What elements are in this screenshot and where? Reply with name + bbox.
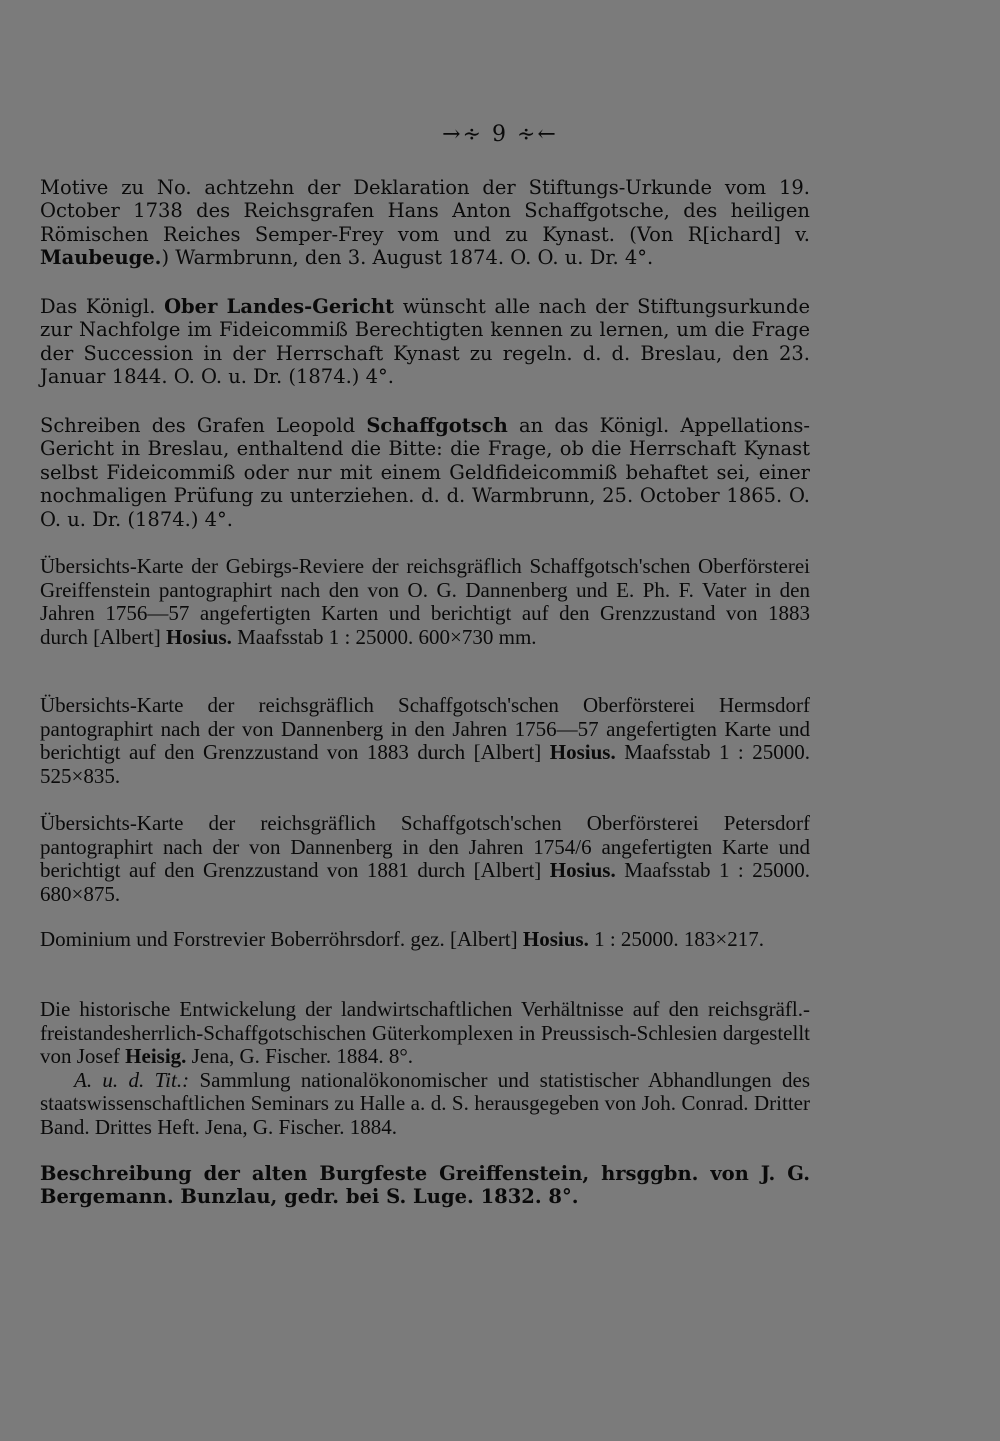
entry-text: Die historische Entwickelung der landwirtschaftlichen Verhältnisse auf den reichsgräfl.-freistandesherrlich-Schaffgotschischen Güterkomplexen in Preussisch-Schlesien dargestellt von Josef [40, 997, 810, 1069]
bibliography-entry [40, 295, 810, 389]
entry-name: Hosius. [522, 927, 589, 951]
entry-text: Schreiben des Grafen Leopold [40, 414, 367, 437]
entry-text: Bunzlau, gedr. bei S. Luge. 1832. 8°. [173, 1185, 579, 1209]
bibliography-entry [40, 555, 810, 649]
entry-text: Das Königl. [40, 295, 165, 318]
entry-name: Hosius. [549, 858, 616, 883]
entry-name: Schaffgotsch [366, 414, 508, 437]
page-number-header: →∻ 9 ∻← [442, 122, 558, 147]
subnote-label: A. u. d. Tit.: [74, 1067, 190, 1092]
entry-text: Maafsstab 1 : 25000. 600×730 mm. [231, 624, 537, 649]
entry-text: Jena, G. Fischer. 1884. 8°. [186, 1044, 413, 1069]
entry-text: ) Warmbrunn, den 3. August 1874. O. O. u. Dr. 4°. [161, 246, 654, 270]
entry-text: Übersichts-Karte der Gebirgs-Reviere der reichsgräflich Schaffgotsch'schen Oberförsterei Greiffenstein pantographirt nach den von O. G. Dannenberg und E. Ph. F. Vater in den Jahren 1756—57 angefertigten Karten und berichtigt auf den Grenzzustand von 1883 durch [Albert] [40, 554, 810, 649]
entry-text: an das Königl. Appellations-Gericht in Breslau, enthaltend die Bitte: die Frage, ob die Herrschaft Kynast selbst Fideicommiß oder nur mit einem Geldfideicommiß behaftet sei, einer nochmaligen Prüfung zu unterziehen. d. d. Warmbrunn, 25. October 1865. O. O. u. Dr. (1874.) 4°. [40, 414, 810, 531]
entry-text: Übersichts-Karte der reichsgräflich Schaffgotsch'schen Oberförsterei Petersdorf pantographirt nach der von Dannenberg in den Jahren 1754/6 angefertigten Karte und berichtigt auf den Grenzzustand von 1881 durch [Albert] [40, 811, 810, 883]
bibliography-entry [40, 176, 810, 270]
bibliography-entry [40, 998, 810, 1140]
bibliography-entry [40, 928, 810, 952]
entry-text: wünscht alle nach der Stiftungsurkunde zur Nachfolge im Fideicommiß Berechtigten kennen zu lernen, um die Frage der Succession in der Herrschaft Kynast zu regeln. d. d. Breslau, den 23. Januar 1844. O. O. u. Dr. (1874.) 4°. [40, 295, 810, 389]
bibliography-entry [40, 1162, 810, 1209]
bibliography-entry [40, 812, 810, 906]
entry-text: Maafsstab 1 : 25000. 680×875. [40, 858, 810, 906]
entry-text: Übersichts-Karte der reichsgräflich Schaffgotsch'schen Oberförsterei Hermsdorf pantographirt nach der von Dannenberg in den Jahren 1756—57 angefertigten Karte und berichtigt auf den Grenzzustand von 1883 durch [Albert] [40, 693, 810, 765]
entry-text: Beschreibung der alten Burgfeste Greiffenstein, hrsggbn. von [40, 1162, 761, 1185]
entry-name: Heisig. [125, 1044, 187, 1069]
subnote-text: Sammlung nationalökonomischer und statistischer Abhandlungen des staatswissenschaftlichen Seminars zu Halle a. d. S. herausgegeben von Joh. Conrad. Dritter Band. Drittes Heft. Jena, G. Fischer. 1884. [40, 1067, 810, 1139]
entry-name: Hosius. [165, 624, 232, 649]
entry-name: Maubeuge. [40, 246, 162, 270]
entry-name: Ober Landes-Gericht [164, 295, 395, 318]
entry-name: J. G. Bergemann. [40, 1162, 810, 1209]
entry-subnote [40, 1069, 810, 1140]
entry-text: Dominium und Forstrevier Boberröhrsdorf. gez. [Albert] [40, 927, 523, 951]
bibliography-entry [40, 414, 810, 531]
entry-text: 1 : 25000. 183×217. [588, 927, 765, 951]
entry-text: Maafsstab 1 : 25000. 525×835. [40, 740, 810, 788]
bibliography-entry [40, 694, 810, 788]
entry-text: Motive zu No. achtzehn der Deklaration der Stiftungs-Urkunde vom 19. October 1738 des Reichsgrafen Hans Anton Schaffgotsche, des heiligen Römischen Reiches Semper-Frey vom und zu Kynast. (Von R[ichard] v. [40, 176, 810, 246]
entry-name: Hosius. [549, 740, 616, 765]
